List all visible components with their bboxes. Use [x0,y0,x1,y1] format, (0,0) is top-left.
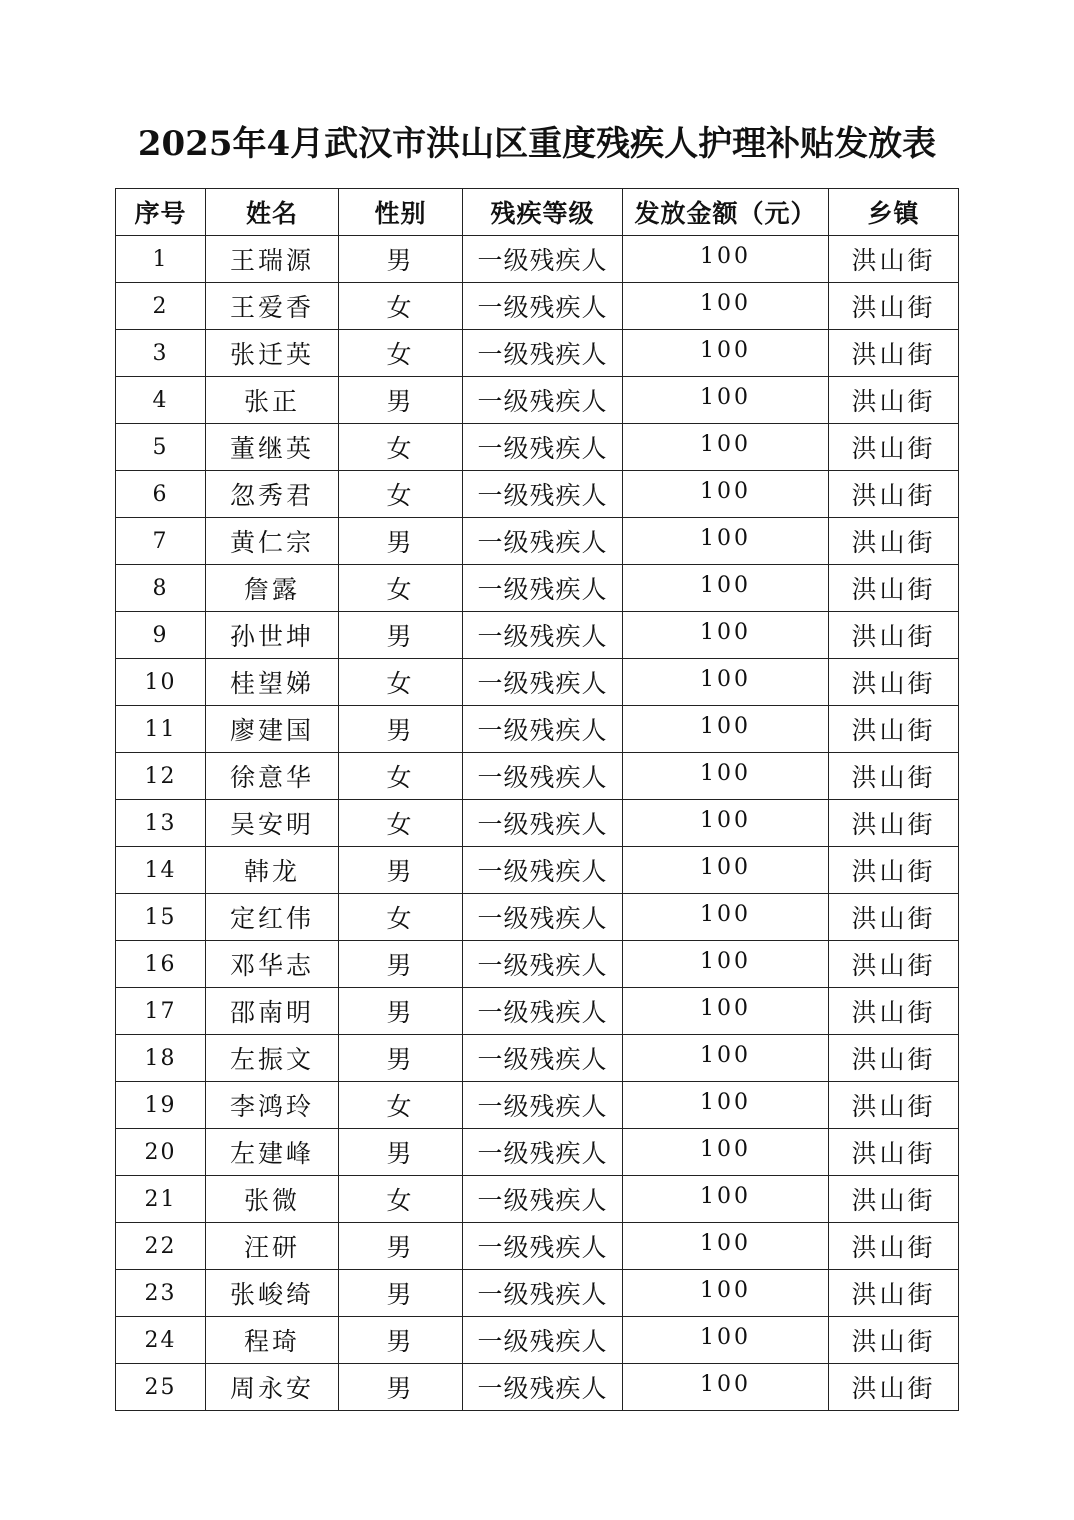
cell-amount: 100 [623,1364,829,1411]
cell-serial-number: 18 [116,1035,206,1082]
cell-gender: 女 [339,800,463,847]
cell-township: 洪山街 [829,1082,959,1129]
header-row [116,189,959,236]
cell-gender: 女 [339,1082,463,1129]
table-row [116,1082,959,1129]
cell-gender: 男 [339,1270,463,1317]
cell-amount: 100 [623,894,829,941]
cell-township: 洪山街 [829,424,959,471]
cell-disability-grade: 一级残疾人 [463,612,623,659]
cell-gender: 男 [339,377,463,424]
table-row [116,1035,959,1082]
table-row [116,1176,959,1223]
cell-township: 洪山街 [829,612,959,659]
cell-name: 左振文 [206,1035,339,1082]
cell-township: 洪山街 [829,1317,959,1364]
cell-gender: 男 [339,518,463,565]
cell-disability-grade: 一级残疾人 [463,800,623,847]
header-serial-number: 序号 [116,189,206,236]
cell-amount: 100 [623,283,829,330]
header-name: 姓名 [206,189,339,236]
cell-disability-grade: 一级残疾人 [463,424,623,471]
cell-township: 洪山街 [829,283,959,330]
table-row [116,330,959,377]
cell-serial-number: 16 [116,941,206,988]
cell-amount: 100 [623,565,829,612]
cell-name: 张峻绮 [206,1270,339,1317]
cell-name: 桂望娣 [206,659,339,706]
table-row [116,377,959,424]
table-row [116,1317,959,1364]
cell-serial-number: 25 [116,1364,206,1411]
cell-gender: 女 [339,424,463,471]
cell-serial-number: 12 [116,753,206,800]
cell-amount: 100 [623,236,829,283]
cell-serial-number: 10 [116,659,206,706]
table-row [116,753,959,800]
cell-amount: 100 [623,471,829,518]
cell-township: 洪山街 [829,236,959,283]
cell-name: 邵南明 [206,988,339,1035]
cell-township: 洪山街 [829,1035,959,1082]
cell-name: 忽秀君 [206,471,339,518]
cell-gender: 男 [339,1223,463,1270]
cell-gender: 女 [339,471,463,518]
cell-township: 洪山街 [829,471,959,518]
cell-disability-grade: 一级残疾人 [463,330,623,377]
cell-serial-number: 21 [116,1176,206,1223]
cell-amount: 100 [623,1082,829,1129]
table-body [116,236,959,1411]
cell-township: 洪山街 [829,1223,959,1270]
cell-serial-number: 4 [116,377,206,424]
cell-township: 洪山街 [829,1364,959,1411]
table-header [116,189,959,236]
cell-amount: 100 [623,753,829,800]
cell-name: 邓华志 [206,941,339,988]
cell-gender: 女 [339,659,463,706]
cell-gender: 男 [339,847,463,894]
table-row [116,941,959,988]
cell-gender: 男 [339,612,463,659]
cell-gender: 女 [339,894,463,941]
table-row [116,659,959,706]
table-row [116,1223,959,1270]
cell-serial-number: 19 [116,1082,206,1129]
cell-name: 程琦 [206,1317,339,1364]
cell-gender: 男 [339,1364,463,1411]
document-title: 2025年4月武汉市洪山区重度残疾人护理补贴发放表 [137,124,937,164]
cell-disability-grade: 一级残疾人 [463,1223,623,1270]
header-amount: 发放金额（元） [623,189,829,236]
cell-name: 周永安 [206,1364,339,1411]
cell-serial-number: 15 [116,894,206,941]
cell-disability-grade: 一级残疾人 [463,753,623,800]
cell-amount: 100 [623,377,829,424]
table-row [116,706,959,753]
cell-disability-grade: 一级残疾人 [463,471,623,518]
cell-amount: 100 [623,612,829,659]
cell-township: 洪山街 [829,894,959,941]
cell-disability-grade: 一级残疾人 [463,1317,623,1364]
cell-serial-number: 3 [116,330,206,377]
cell-gender: 男 [339,1035,463,1082]
cell-gender: 女 [339,753,463,800]
cell-disability-grade: 一级残疾人 [463,565,623,612]
cell-serial-number: 14 [116,847,206,894]
cell-township: 洪山街 [829,659,959,706]
subsidy-table [115,188,959,1411]
header-township: 乡镇 [829,189,959,236]
cell-disability-grade: 一级残疾人 [463,894,623,941]
cell-serial-number: 9 [116,612,206,659]
cell-disability-grade: 一级残疾人 [463,1129,623,1176]
cell-gender: 女 [339,283,463,330]
cell-disability-grade: 一级残疾人 [463,659,623,706]
header-gender: 性别 [339,189,463,236]
cell-township: 洪山街 [829,1129,959,1176]
table-row [116,847,959,894]
cell-serial-number: 17 [116,988,206,1035]
cell-gender: 女 [339,565,463,612]
table-row [116,988,959,1035]
cell-serial-number: 5 [116,424,206,471]
cell-name: 王爱香 [206,283,339,330]
table-row [116,1129,959,1176]
cell-gender: 女 [339,1176,463,1223]
table-row [116,800,959,847]
cell-amount: 100 [623,1317,829,1364]
cell-name: 左建峰 [206,1129,339,1176]
cell-name: 廖建国 [206,706,339,753]
cell-disability-grade: 一级残疾人 [463,941,623,988]
cell-serial-number: 20 [116,1129,206,1176]
cell-serial-number: 1 [116,236,206,283]
cell-township: 洪山街 [829,753,959,800]
cell-township: 洪山街 [829,330,959,377]
cell-disability-grade: 一级残疾人 [463,1082,623,1129]
cell-name: 张微 [206,1176,339,1223]
cell-serial-number: 24 [116,1317,206,1364]
cell-gender: 女 [339,330,463,377]
cell-disability-grade: 一级残疾人 [463,283,623,330]
cell-amount: 100 [623,800,829,847]
table-row [116,283,959,330]
table-row [116,565,959,612]
cell-serial-number: 23 [116,1270,206,1317]
cell-gender: 男 [339,1317,463,1364]
cell-serial-number: 2 [116,283,206,330]
cell-disability-grade: 一级残疾人 [463,1364,623,1411]
cell-name: 张迁英 [206,330,339,377]
cell-serial-number: 11 [116,706,206,753]
cell-serial-number: 7 [116,518,206,565]
cell-name: 定红伟 [206,894,339,941]
cell-township: 洪山街 [829,941,959,988]
cell-disability-grade: 一级残疾人 [463,1270,623,1317]
cell-amount: 100 [623,1035,829,1082]
table-row [116,424,959,471]
cell-disability-grade: 一级残疾人 [463,236,623,283]
table-row [116,236,959,283]
cell-name: 张正 [206,377,339,424]
cell-name: 詹露 [206,565,339,612]
cell-serial-number: 6 [116,471,206,518]
cell-amount: 100 [623,706,829,753]
cell-amount: 100 [623,1270,829,1317]
cell-gender: 男 [339,236,463,283]
cell-amount: 100 [623,518,829,565]
cell-amount: 100 [623,941,829,988]
cell-township: 洪山街 [829,518,959,565]
cell-amount: 100 [623,988,829,1035]
cell-amount: 100 [623,424,829,471]
cell-amount: 100 [623,1176,829,1223]
cell-township: 洪山街 [829,706,959,753]
cell-township: 洪山街 [829,1176,959,1223]
table-row [116,894,959,941]
cell-serial-number: 8 [116,565,206,612]
cell-township: 洪山街 [829,565,959,612]
cell-disability-grade: 一级残疾人 [463,377,623,424]
cell-name: 王瑞源 [206,236,339,283]
cell-township: 洪山街 [829,847,959,894]
cell-gender: 男 [339,988,463,1035]
cell-disability-grade: 一级残疾人 [463,1176,623,1223]
cell-disability-grade: 一级残疾人 [463,706,623,753]
cell-name: 孙世坤 [206,612,339,659]
cell-disability-grade: 一级残疾人 [463,847,623,894]
cell-gender: 男 [339,941,463,988]
cell-disability-grade: 一级残疾人 [463,518,623,565]
cell-name: 董继英 [206,424,339,471]
table-row [116,471,959,518]
cell-serial-number: 13 [116,800,206,847]
cell-name: 韩龙 [206,847,339,894]
cell-gender: 男 [339,1129,463,1176]
cell-name: 徐意华 [206,753,339,800]
cell-gender: 男 [339,706,463,753]
cell-township: 洪山街 [829,988,959,1035]
cell-serial-number: 22 [116,1223,206,1270]
cell-township: 洪山街 [829,1270,959,1317]
table-row [116,518,959,565]
cell-name: 黄仁宗 [206,518,339,565]
cell-amount: 100 [623,1223,829,1270]
cell-township: 洪山街 [829,800,959,847]
cell-township: 洪山街 [829,377,959,424]
cell-amount: 100 [623,847,829,894]
cell-disability-grade: 一级残疾人 [463,1035,623,1082]
table-row [116,612,959,659]
table-row [116,1270,959,1317]
cell-name: 李鸿玲 [206,1082,339,1129]
cell-amount: 100 [623,1129,829,1176]
cell-amount: 100 [623,330,829,377]
cell-disability-grade: 一级残疾人 [463,988,623,1035]
header-disability-grade: 残疾等级 [463,189,623,236]
cell-name: 汪研 [206,1223,339,1270]
cell-amount: 100 [623,659,829,706]
cell-name: 吴安明 [206,800,339,847]
table-row [116,1364,959,1411]
